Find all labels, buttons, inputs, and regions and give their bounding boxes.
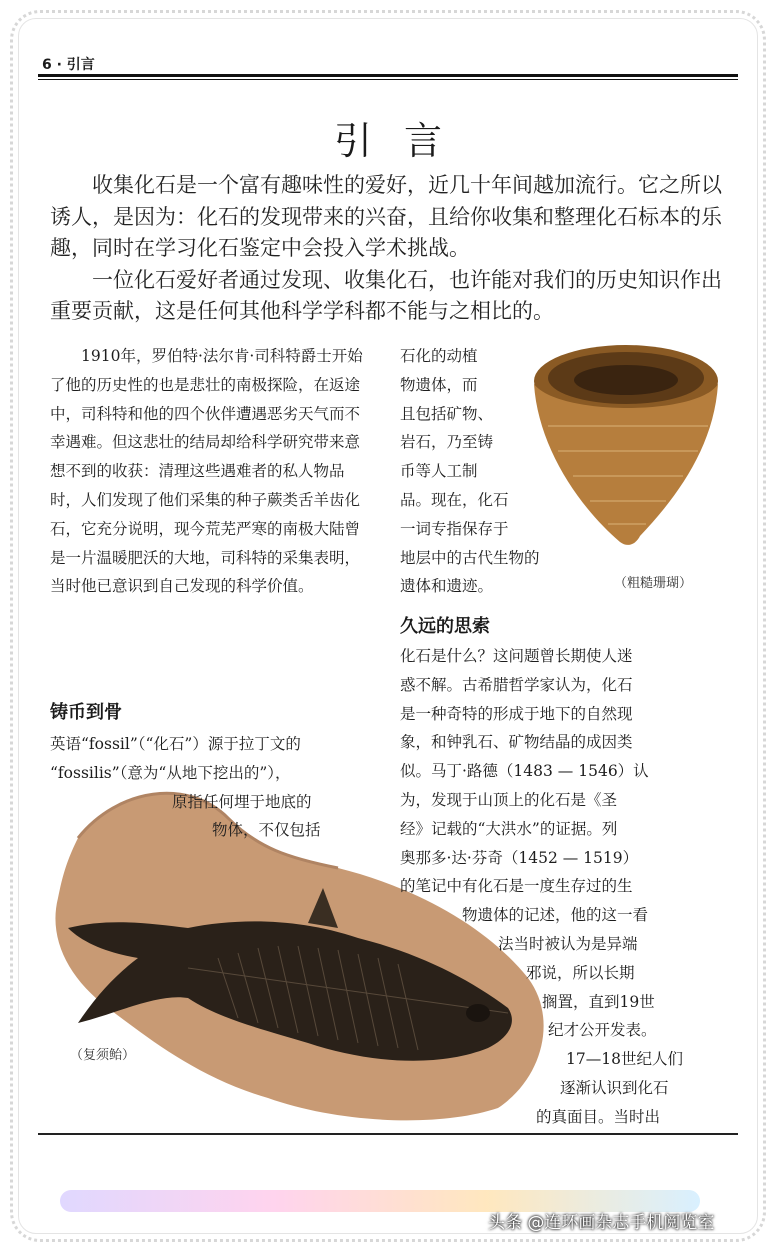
text-line: 原指任何埋于地底的 — [172, 792, 312, 811]
section-heading-distant-thoughts: 久远的思索 — [400, 616, 490, 637]
text-line: 纪才公开发表。 — [548, 1021, 657, 1040]
section-heading-coin-to-bone: 铸币到骨 — [50, 702, 122, 723]
text-line: 似。马丁·路德（1483 — 1546）认 — [400, 762, 649, 781]
intro-paragraph-2: 一位化石爱好者通过发现、收集化石，也许能对我们的历史知识作出重要贡献，这是任何其他科学学科都不能与之相比的。 — [50, 267, 722, 323]
watermark-text: 头条 @连环画杂志手机阅览室 — [488, 1213, 715, 1233]
text-line: 物体，不仅包括 — [212, 821, 321, 840]
text-line: 的真面目。当时出 — [536, 1107, 661, 1126]
fish-caption: （复须鲐） — [70, 1048, 136, 1063]
text-line: 象，和钟乳石、矿物结晶的成因类 — [400, 733, 633, 752]
coral-caption: （粗糙珊瑚） — [614, 576, 693, 591]
text-line: 遗体和遗迹。 — [400, 577, 494, 596]
text-line: 化石是什么？这问题曾长期使人迷 — [400, 647, 633, 665]
header-rule-thick — [38, 74, 738, 77]
text-line: 奥那多·达·芬奇（1452 — 1519） — [400, 848, 639, 867]
running-header — [38, 52, 738, 76]
footer-rule — [38, 1133, 738, 1135]
page-number-label: 6 · 引言 — [42, 57, 95, 73]
text-line: 17—18世纪人们 — [566, 1050, 683, 1069]
left-column-lower-text — [50, 730, 368, 845]
text-line: 惑不解。古希腊哲学家认为，化石 — [400, 675, 633, 694]
text-line: 岩石，乃至铸 — [400, 433, 494, 452]
text-line: 是一种奇特的形成于地下的自然现 — [400, 704, 633, 723]
text-line: 邪说，所以长期 — [526, 963, 635, 982]
text-line: “fossilis”（意为“从地下挖出的”）， — [50, 763, 291, 782]
text-line: 币等人工制 — [400, 462, 478, 481]
header-rule-thin — [38, 79, 738, 80]
intro-text — [50, 170, 740, 328]
left-column-paragraph — [50, 342, 368, 601]
scott-paragraph: 1910年，罗伯特·法尔肯·司科特爵士开始了他的历史性的也是悲壮的南极探险，在返途中，司科特和他的四个伙伴遭遇恶劣天气而不幸遇难。但这悲壮的结局却给科学研究带来意想不到的收获：清理这些遇难者的私人物品时，人们发现了他们采集的种子蕨类舌羊齿化石，它充分说明，现今荒芜严寒的南极大陆曾是一片温暖肥沃的大地，司科特的采集表明，当时他已意识到自己发现的科学价值。 — [50, 347, 363, 596]
text-line: 逐渐认识到化石 — [560, 1078, 669, 1097]
intro-paragraph-1: 收集化石是一个富有趣味性的爱好，近几十年间越加流行。它之所以诱人，是因为：化石的发现带来的兴奋，且给你收集和整理化石标本的乐趣，同时在学习化石鉴定中会投入学术挑战。 — [50, 173, 722, 260]
text-line: 的笔记中有化石是一度生存过的生 — [400, 877, 633, 896]
text-line: 且包括矿物、 — [400, 404, 494, 423]
text-line: 地层中的古代生物的 — [400, 548, 540, 567]
text-line: 经》记载的“大洪水”的证据。列 — [400, 819, 618, 838]
text-line: 品。现在，化石 — [400, 490, 509, 509]
text-line: 为，发现于山顶上的化石是《圣 — [400, 790, 618, 809]
text-line: 物遗体的记述，他的这一看 — [462, 906, 649, 925]
text-line: 物遗体，而 — [400, 375, 478, 394]
text-line: 石化的动植 — [400, 347, 478, 365]
text-line: 法当时被认为是异端 — [498, 934, 638, 953]
right-column-lower-text — [400, 642, 704, 1132]
text-line: 搁置，直到19世 — [542, 992, 655, 1011]
right-column-top-text — [400, 342, 580, 601]
text-line: 一词专指保存于 — [400, 519, 509, 538]
text-line: 英语“fossil”（“化石”）源于拉丁文的 — [50, 735, 301, 753]
page-title: 引言 — [333, 119, 474, 163]
